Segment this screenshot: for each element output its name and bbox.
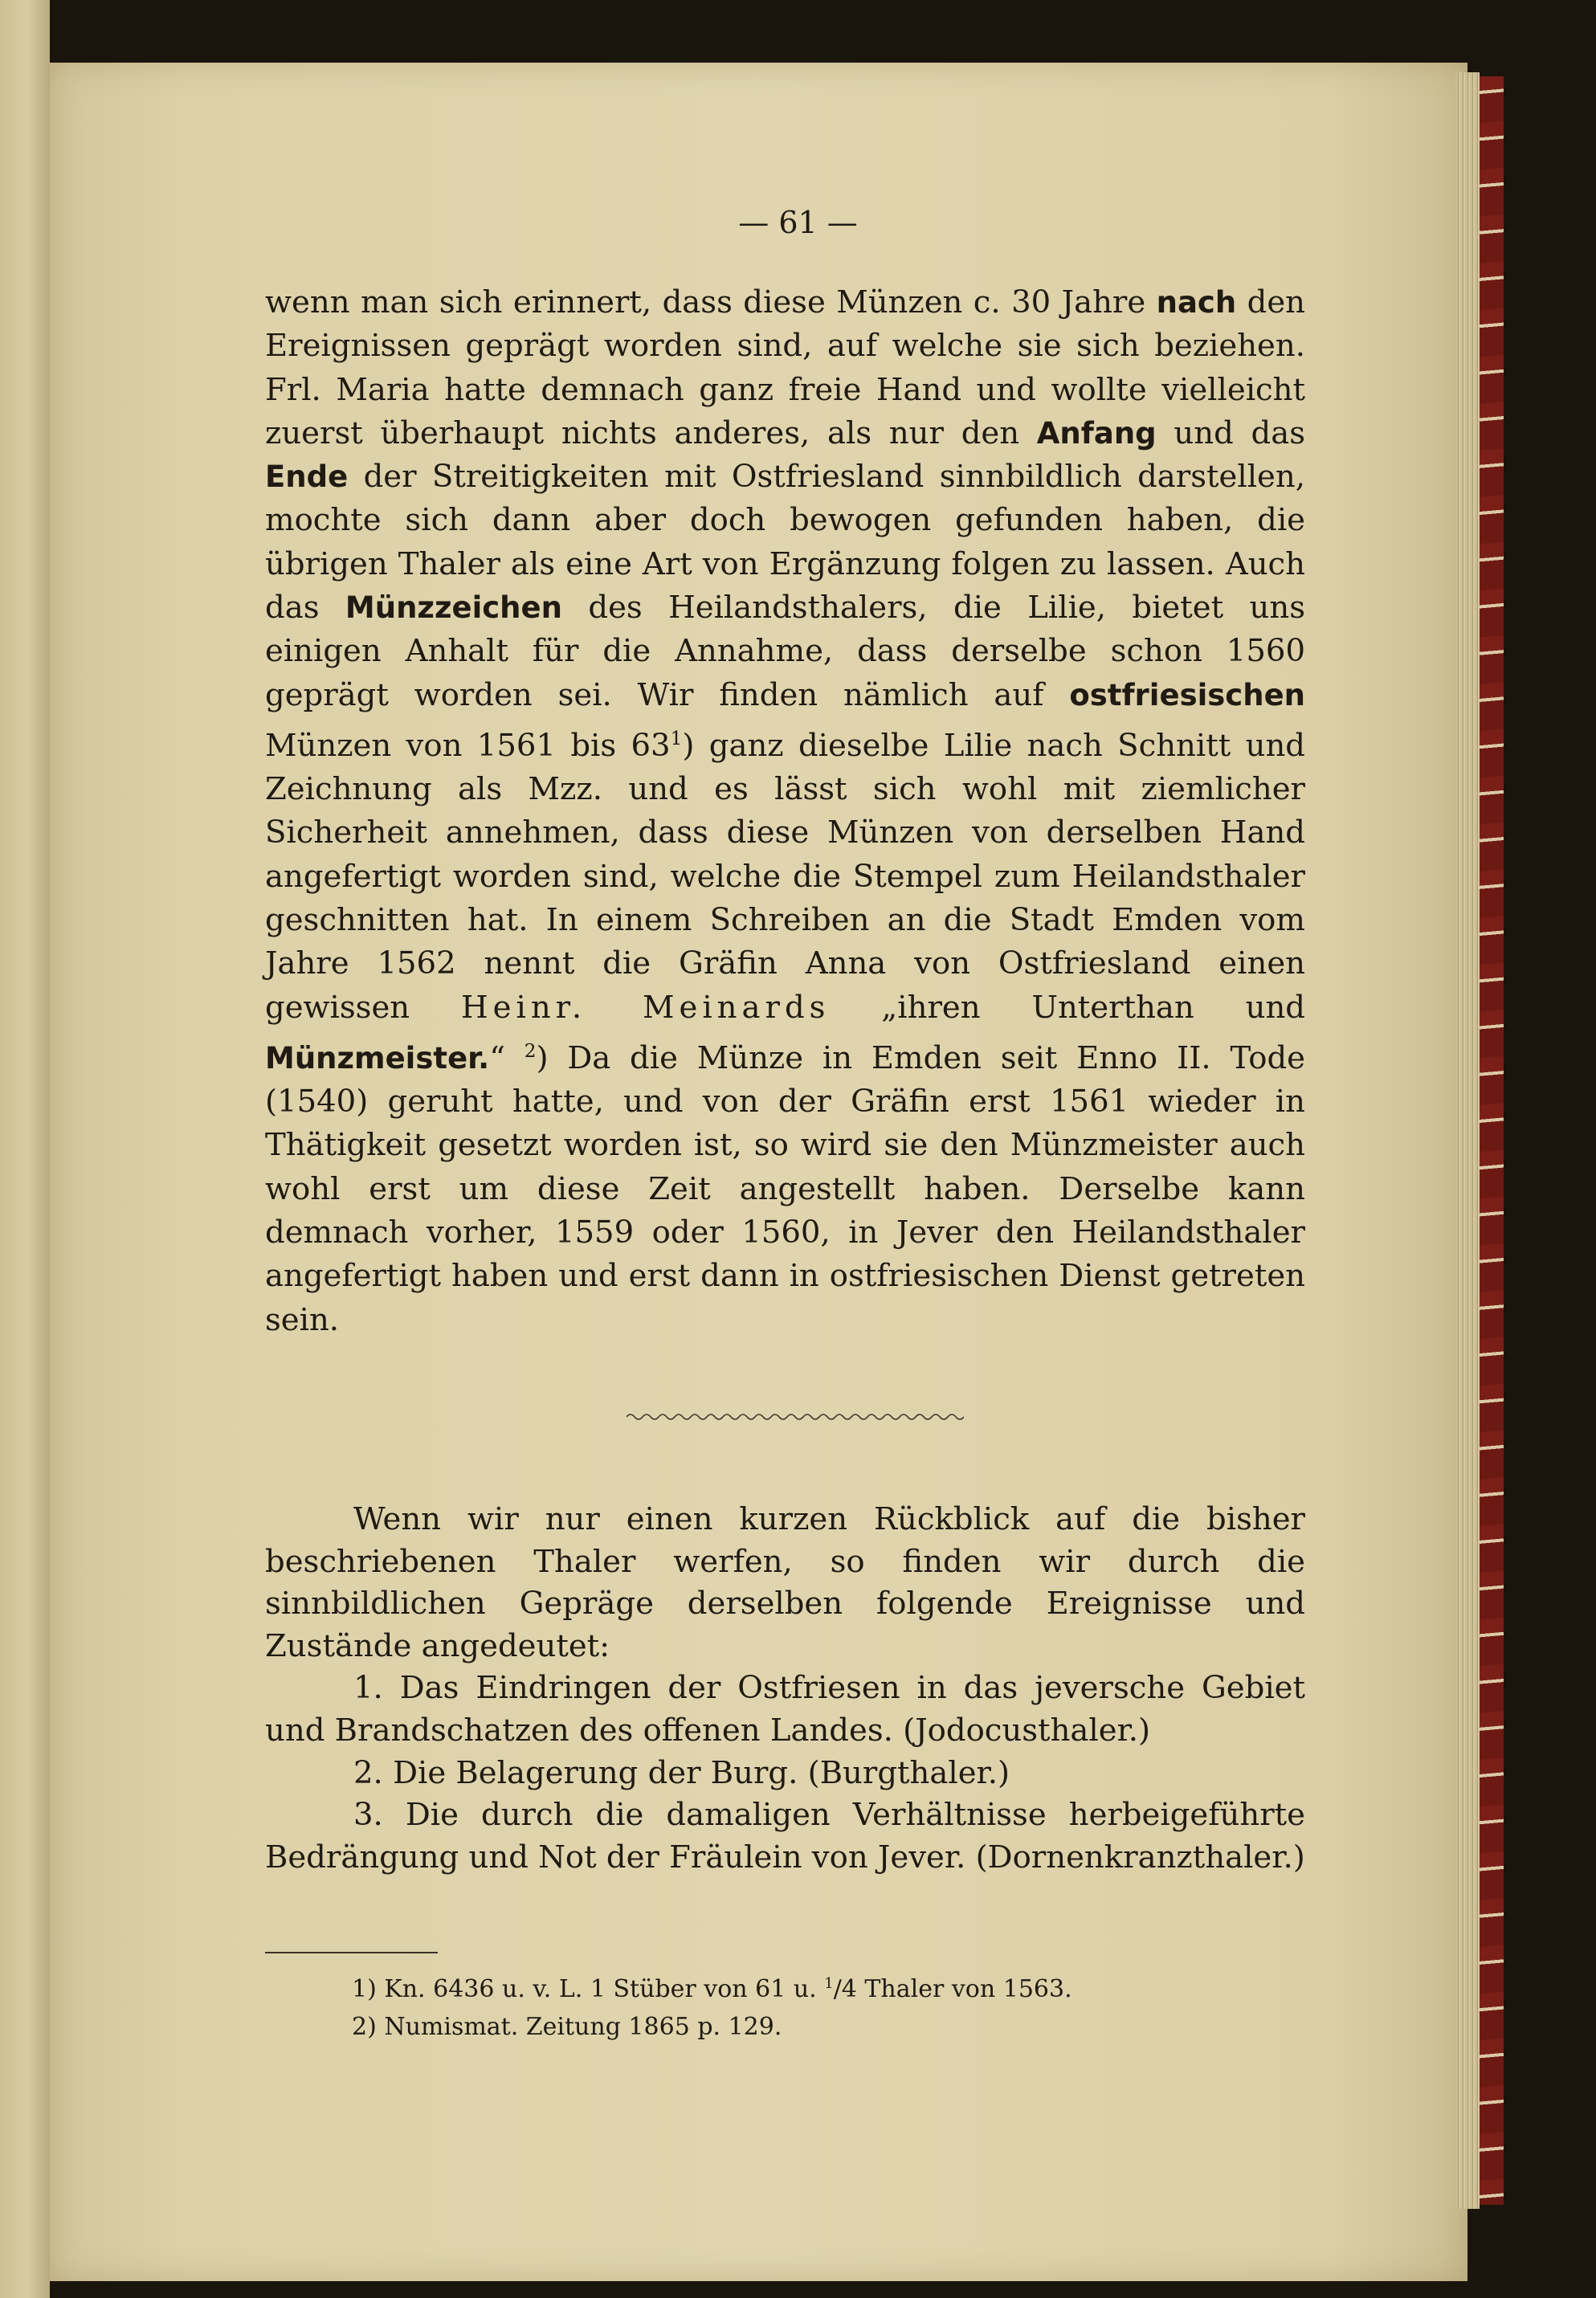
text-run: 2. Die Belagerung der Burg. (Burgthaler.) xyxy=(353,1754,1010,1791)
text-run: Wenn wir nur einen kurzen Rückblick auf die bisher beschriebenen Thaler werfen, so finden wir durch die sinnbildlichen Gepräge derselben folgende Ereignisse und Zustände angedeutet: xyxy=(265,1501,1305,1664)
text-run: „ihren Unterthan und xyxy=(830,989,1306,1026)
footnotes xyxy=(352,1965,1276,2046)
wavy-divider xyxy=(627,1411,964,1422)
text-run: 1) Kn. 6436 u. v. L. 1 Stüber von 61 u. xyxy=(352,1975,825,2003)
text-run: “ xyxy=(489,1039,525,1076)
footnote-marker: 2 xyxy=(524,1040,537,1062)
book-cover-edge xyxy=(1480,76,1504,2205)
text-run: wenn man sich erinnert, dass diese Münzen c. 30 Jahre xyxy=(265,284,1157,320)
footnote xyxy=(352,2008,1276,2046)
paragraph xyxy=(265,281,1305,1342)
text-run: ) ganz dieselbe Lilie nach Schnitt und Zeichnung als Mzz. und es lässt sich wohl mit ziemlicher Sicherheit annehmen, dass diese Münzen von derselben Hand angefertigt worden sind, welche die Stempel zum Heilandsthaler geschnitten hat. In einem Schreiben an die Stadt Emden vom Jahre 1562 nennt die Gräfin Anna von Ostfriesland einen gewissen xyxy=(265,727,1305,1026)
bold-term: Münzzeichen xyxy=(345,590,562,626)
page-edges xyxy=(1455,72,1480,2209)
footnote-marker: 1 xyxy=(824,1975,834,1992)
text-run: 2) Numismat. Zeitung 1865 p. 129. xyxy=(352,2013,782,2041)
footnote-marker: 1 xyxy=(670,728,683,749)
text-run: den Ereignissen geprägt worden sind, auf welche sie sich beziehen. Frl. Maria hatte demnach ganz freie Hand und wollte vielleicht zuerst überhaupt nichts anderes, als nur den xyxy=(265,284,1305,451)
page-number: — 61 — xyxy=(738,205,858,240)
bold-term: Münzmeister. xyxy=(265,1040,490,1076)
bold-term: Anfang xyxy=(1036,415,1157,451)
paragraph xyxy=(265,1794,1305,1879)
paragraph xyxy=(265,1667,1305,1752)
paragraph xyxy=(265,1753,1305,1795)
paragraph-summary xyxy=(265,1499,1305,1879)
paragraph xyxy=(265,1499,1305,1667)
bold-term: nach xyxy=(1156,285,1237,320)
text-run: 3. Die durch die damaligen Verhältnisse herbeigeführte Bedrängung und Not der Fräulein von Jever. (Dornenkranzthaler.) xyxy=(265,1797,1305,1876)
text-run: und das xyxy=(1156,414,1305,451)
paragraph-main xyxy=(265,281,1305,1342)
text-run: des Heilandsthalers, die Lilie, bietet uns einigen Anhalt für die Annahme, dass derselbe schon 1560 geprägt worden sei. Wir finden nämlich auf xyxy=(265,590,1305,713)
footnote-rule xyxy=(265,1952,438,1953)
text-run: ) Da die Münze in Emden seit Enno II. Tode (1540) geruht hatte, und von der Gräfin erst 1561 wieder in Thätigkeit gesetzt worden ist, so wird sie den Münzmeister auch wohl erst um diese Zeit angestellt haben. Derselbe kann demnach vorher, 1559 oder 1560, in Jever den Heilandsthaler angefertigt haben und erst dann in ostfriesischen Dienst getreten sein. xyxy=(265,1039,1305,1338)
text-run: /4 Thaler von 1563. xyxy=(833,1975,1072,2003)
text-run: Münzen von 1561 bis 63 xyxy=(265,727,671,764)
bold-term: ostfriesischen xyxy=(1069,677,1305,712)
spaced-name: Heinr. Meinards xyxy=(461,989,831,1026)
text-run: der Streitigkeiten mit Ostfriesland sinnbildlich darstellen, mochte sich dann aber doch bewogen gefunden haben, die übrigen Thaler als eine Art von Ergänzung folgen zu lassen. Auch das xyxy=(265,459,1305,627)
bold-term: Ende xyxy=(265,459,349,495)
text-run: 1. Das Eindringen der Ostfriesen in das jeversche Gebiet und Brandschatzen des offenen Landes. (Jodocusthaler.) xyxy=(265,1670,1305,1749)
left-page-edge xyxy=(0,0,50,2298)
footnote xyxy=(352,1965,1276,2008)
